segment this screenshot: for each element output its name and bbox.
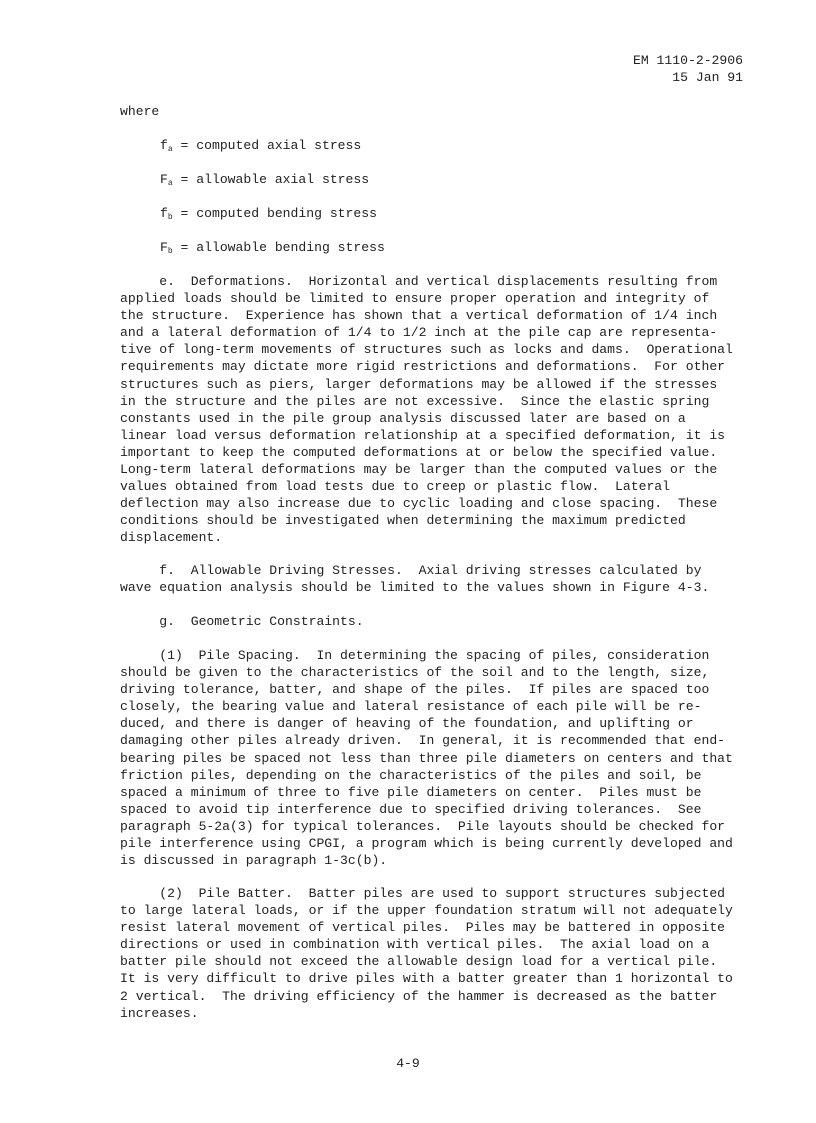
document-number: EM 1110-2-2906 — [632, 53, 743, 68]
definition-text: = allowable bending stress — [172, 240, 385, 255]
subscript: a — [167, 145, 173, 154]
subscript: b — [167, 247, 173, 256]
symbol: f — [160, 206, 168, 221]
paragraph-g-geometric-constraints: g. Geometric Constraints. — [120, 614, 364, 629]
paragraph-f-driving-stresses: f. Allowable Driving Stresses. Axial driving stresses calculated by wave equation analysis should be limited to the values shown in Figure 4-3. — [120, 563, 710, 596]
page-number: 4-9 — [396, 1056, 420, 1071]
symbol: F — [160, 240, 168, 255]
subscript: b — [167, 213, 173, 222]
definition-fb-allowable — [160, 239, 385, 260]
definition-text: = allowable axial stress — [172, 172, 370, 187]
definition-fa-computed — [160, 137, 361, 158]
document-date: 15 Jan 91 — [672, 70, 743, 85]
definition-text: = computed bending stress — [172, 206, 377, 221]
where-label: where — [120, 104, 160, 119]
paragraph-e-deformations: e. Deformations. Horizontal and vertical displacements resulting from applied loads should be limited to ensure proper operation and integrity of the structure. Experience has shown that a vertical deformation of 1/4 inch and a lateral deformation of 1/4 to 1/2 inch at the pile cap are representa- tive of long-term movements of structures such as locks and dams. Operational requirements may dictate more rigid restrictions and deformations. For other structures such as piers, larger deformations may be allowed if the stresses in the structure and the piles are not excessive. Since the elastic spring constants used in the pile group analysis discussed later are based on a linear load versus deformation relationship at a specified deformation, it is important to keep the computed deformations at or below the specified value. Long-term lateral deformations may be larger than the computed values or the values obtained from load tests due to creep or plastic flow. Lateral deflection may also increase due to cyclic loading and close spacing. These conditions should be investigated when determining the maximum predicted displacement. — [120, 274, 733, 546]
definition-fb-computed — [160, 205, 377, 226]
definition-text: = computed axial stress — [172, 138, 362, 153]
symbol: F — [160, 172, 168, 187]
paragraph-g1-pile-spacing: (1) Pile Spacing. In determining the spacing of piles, consideration should be given to the characteristics of the soil and to the length, size, driving tolerance, batter, and shape of the piles. If piles are spaced too closely, the bearing value and lateral resistance of each pile will be re- duced, and there is danger of heaving of the foundation, and uplifting or damaging other piles already driven. In general, it is recommended that end- bearing piles be spaced not less than three pile diameters on centers and that friction piles, depending on the characteristics of the piles and soil, be spaced a minimum of three to five pile diameters on center. Piles must be spaced to avoid tip interference due to specified driving tolerances. See paragraph 5-2a(3) for typical tolerances. Pile layouts should be checked for pile interference using CPGI, a program which is being currently developed and is discussed in paragraph 1-3c(b). — [120, 648, 733, 869]
definition-fa-allowable — [160, 171, 369, 192]
paragraph-g2-pile-batter: (2) Pile Batter. Batter piles are used to support structures subjected to large lateral loads, or if the upper foundation stratum will not adequately resist lateral movement of vertical piles. Piles may be battered in opposite directions or used in combination with vertical piles. The axial load on a batter pile should not exceed the allowable design load for a vertical pile. It is very difficult to drive piles with a batter greater than 1 horizontal to 2 vertical. The driving efficiency of the hammer is decreased as the batter increases. — [120, 886, 733, 1021]
symbol: f — [160, 138, 168, 153]
subscript: a — [167, 179, 173, 188]
